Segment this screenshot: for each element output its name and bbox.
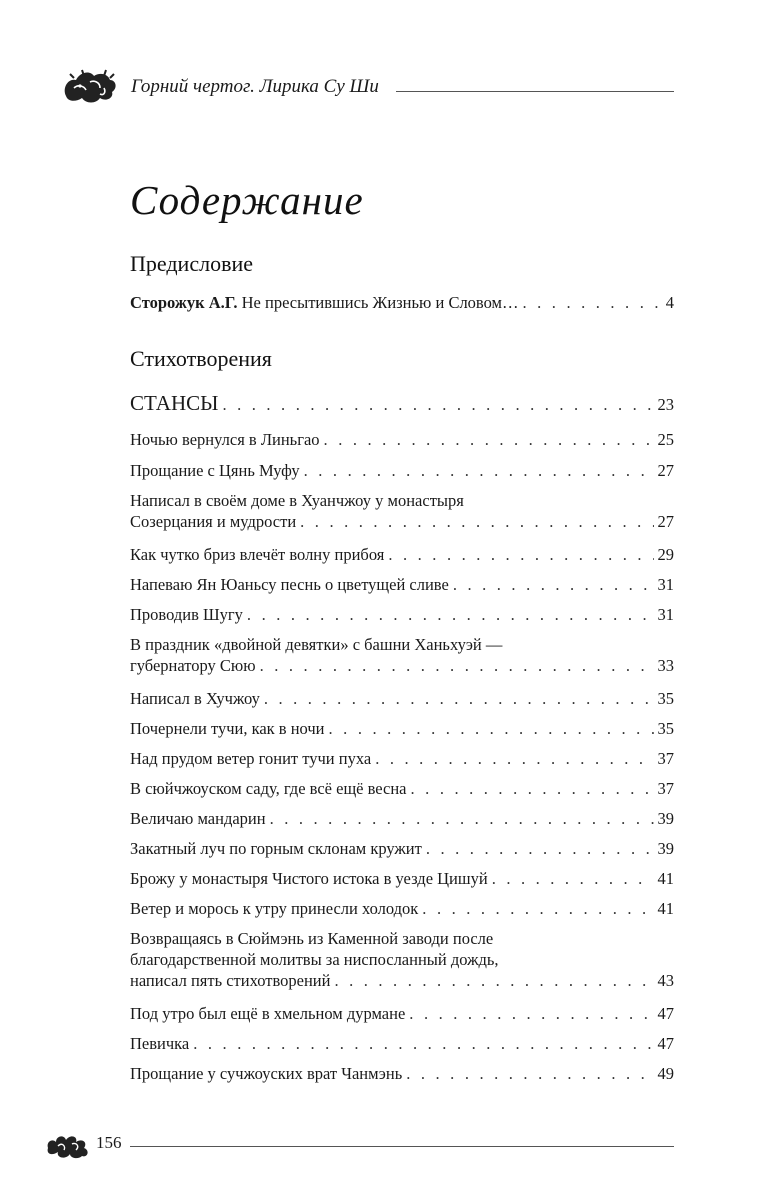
dragon-ornament-icon (60, 66, 120, 106)
toc-entry[interactable] (130, 460, 674, 481)
entry-page: 35 (657, 689, 674, 708)
page-footer (44, 1128, 674, 1162)
entry-page: 39 (657, 809, 674, 828)
toc-entry[interactable] (130, 688, 674, 709)
toc-entry[interactable] (130, 838, 674, 859)
entry-title: Как чутко бриз влечёт волну прибоя (130, 545, 385, 564)
leader-dots (264, 688, 654, 709)
entry-title: Ночью вернулся в Линьгао (130, 430, 320, 449)
entry-title: губернатору Сюю (130, 656, 256, 675)
leader-dots (270, 808, 654, 829)
leader-dots (304, 460, 654, 481)
entry-title: Не пресытившись Жизнью и Словом… (241, 293, 519, 312)
leader-dots (453, 574, 654, 595)
toc-title: Содержание (130, 177, 364, 223)
entry-page: 29 (657, 545, 674, 564)
toc-entry-preface[interactable] (130, 292, 674, 313)
toc-entry[interactable] (130, 634, 674, 676)
entry-page: 35 (657, 719, 674, 738)
entry-page: 31 (657, 575, 674, 594)
entry-title: Напеваю Ян Юаньсу песнь о цветущей сливе (130, 575, 449, 594)
leader-dots (260, 655, 654, 676)
entry-page: 43 (657, 971, 674, 990)
entry-title: Прощание с Цянь Муфу (130, 461, 300, 480)
toc-entry[interactable] (130, 868, 674, 889)
entry-title: Под утро был ещё в хмельном дурмане (130, 1004, 406, 1023)
entry-page: 25 (657, 430, 674, 449)
entry-page: 49 (657, 1064, 674, 1083)
entry-page: 27 (657, 461, 674, 480)
toc-entry[interactable] (130, 604, 674, 625)
entry-title: Созерцания и мудрости (130, 512, 297, 531)
leader-dots (222, 394, 653, 415)
entry-title: Ветер и морось к утру принесли холодок (130, 899, 419, 918)
running-header (60, 66, 674, 106)
entry-page: 37 (657, 749, 674, 768)
leader-dots (411, 778, 654, 799)
entry-title: написал пять стихотворений (130, 971, 331, 990)
leader-dots (388, 544, 653, 565)
running-header-title: Горний чертог. Лирика Су Ши (131, 76, 379, 97)
toc-entry[interactable] (130, 718, 674, 739)
section-heading-preface: Предисловие (130, 251, 253, 276)
leader-dots (523, 292, 662, 313)
entry-page: 41 (657, 869, 674, 888)
entry-page: 4 (665, 293, 674, 312)
leader-dots (406, 1063, 653, 1084)
entry-page: 33 (657, 656, 674, 675)
cloud-ornament-icon (44, 1130, 94, 1160)
leader-dots (193, 1033, 653, 1054)
entry-title: СТАНСЫ (130, 391, 219, 415)
entry-title: Почернели тучи, как в ночи (130, 719, 325, 738)
page-number: 156 (96, 1133, 122, 1152)
entry-page: 37 (657, 779, 674, 798)
toc-entry[interactable] (130, 928, 674, 991)
entry-page: 47 (657, 1004, 674, 1023)
toc-entry[interactable] (130, 778, 674, 799)
section-heading-poems: Стихотворения (130, 346, 272, 371)
toc-entry[interactable] (130, 898, 674, 919)
header-rule (396, 91, 674, 92)
entry-page: 47 (657, 1034, 674, 1053)
entry-author: Сторожук А.Г. (130, 293, 238, 312)
entry-title-line: Написал в своём доме в Хуанчжоу у монастыря (130, 491, 464, 510)
toc-entry[interactable] (130, 1063, 674, 1084)
toc-entry[interactable] (130, 1003, 674, 1024)
leader-dots (334, 970, 653, 991)
entry-title: Величаю мандарин (130, 809, 266, 828)
entry-title: Брожу у монастыря Чистого истока в уезде Цишуй (130, 869, 488, 888)
leader-dots (247, 604, 654, 625)
leader-dots (492, 868, 654, 889)
toc-entry[interactable] (130, 574, 674, 595)
entry-title-line: Возвращаясь в Сюймэнь из Каменной заводи после (130, 929, 494, 948)
entry-title: В сюйчжоуском саду, где всё ещё весна (130, 779, 407, 798)
toc-entry[interactable] (130, 429, 674, 450)
toc-entry[interactable] (130, 808, 674, 829)
entry-title: Певичка (130, 1034, 190, 1053)
toc-entry[interactable] (130, 544, 674, 565)
entry-page: 27 (657, 512, 674, 531)
toc-entry[interactable] (130, 1033, 674, 1054)
leader-dots (426, 838, 654, 859)
leader-dots (324, 429, 654, 450)
footer-rule (130, 1146, 674, 1147)
toc-entry[interactable] (130, 748, 674, 769)
entry-title-line: В праздник «двойной девятки» с башни Ханьхуэй — (130, 635, 503, 654)
leader-dots (329, 718, 654, 739)
entry-title-line: благодарственной молитвы за ниспосланный дождь, (130, 950, 499, 969)
toc-entry-stansy[interactable] (130, 393, 674, 415)
leader-dots (409, 1003, 653, 1024)
leader-dots (375, 748, 653, 769)
entry-title: Прощание у сучжоуских врат Чанмэнь (130, 1064, 403, 1083)
entry-page: 31 (657, 605, 674, 624)
entry-title: Написал в Хучжоу (130, 689, 260, 708)
entry-title: Закатный луч по горным склонам кружит (130, 839, 422, 858)
entry-page: 41 (657, 899, 674, 918)
entry-page: 23 (657, 395, 674, 414)
leader-dots (422, 898, 653, 919)
toc-entry[interactable] (130, 490, 674, 532)
entry-title: Над прудом ветер гонит тучи пуха (130, 749, 372, 768)
entry-title: Проводив Шугу (130, 605, 243, 624)
leader-dots (300, 511, 653, 532)
entry-page: 39 (657, 839, 674, 858)
